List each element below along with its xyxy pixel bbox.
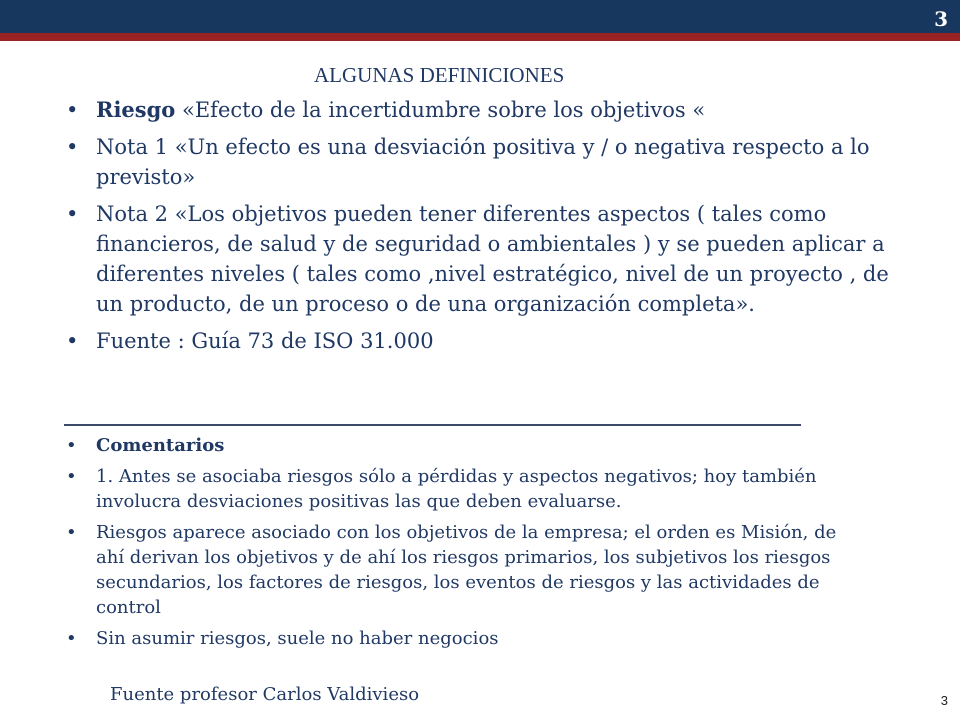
source-text: Fuente : Guía 73 de ISO 31.000 — [96, 329, 434, 353]
comments-list — [64, 433, 854, 657]
list-item — [64, 520, 854, 620]
comments-title: Comentarios — [96, 435, 225, 456]
header-stripe — [0, 33, 960, 41]
list-item — [64, 132, 914, 192]
slide-heading: ALGUNAS DEFINICIONES — [314, 63, 565, 87]
note-text: Nota 1 «Un efecto es una desviación positiva y / o negativa respecto a lo previsto» — [96, 135, 870, 189]
list-item — [64, 199, 914, 319]
comment-text: Riesgos aparece asociado con los objetivos de la empresa; el orden es Misión, de ahí derivan los objetivos y de ahí los riesgos primarios, los subjetivos los riesgos secundarios, los factores de riesgos, los eventos de riesgos y las actividades de control — [96, 522, 837, 618]
term-label: Riesgo — [96, 97, 176, 122]
definition-text: «Efecto de la incertidumbre sobre los objetivos « — [175, 98, 706, 122]
definitions-list — [64, 95, 914, 363]
source-credit: Fuente profesor Carlos Valdivieso — [110, 684, 420, 705]
note-text: Nota 2 «Los objetivos pueden tener diferentes aspectos ( tales como financieros, de salud y de seguridad o ambientales ) y se pueden aplicar a diferentes niveles ( tales como ,nivel estratégico, nivel de un proyecto , de un producto, de un proceso o de una organización completa». — [96, 202, 889, 316]
separator-line — [64, 424, 801, 426]
comment-text: 1. Antes se asociaba riesgos sólo a pérdidas y aspectos negativos; hoy también involucra desviaciones positivas las que deben evaluarse. — [96, 466, 817, 512]
comment-text: Sin asumir riesgos, suele no haber negocios — [96, 628, 499, 649]
page-number: 3 — [940, 693, 948, 708]
list-item — [64, 464, 854, 514]
list-item — [64, 433, 854, 458]
list-item — [64, 95, 914, 125]
slide-number: 3 — [934, 7, 948, 31]
list-item — [64, 626, 854, 651]
list-item — [64, 326, 914, 356]
header-bar — [0, 0, 960, 33]
